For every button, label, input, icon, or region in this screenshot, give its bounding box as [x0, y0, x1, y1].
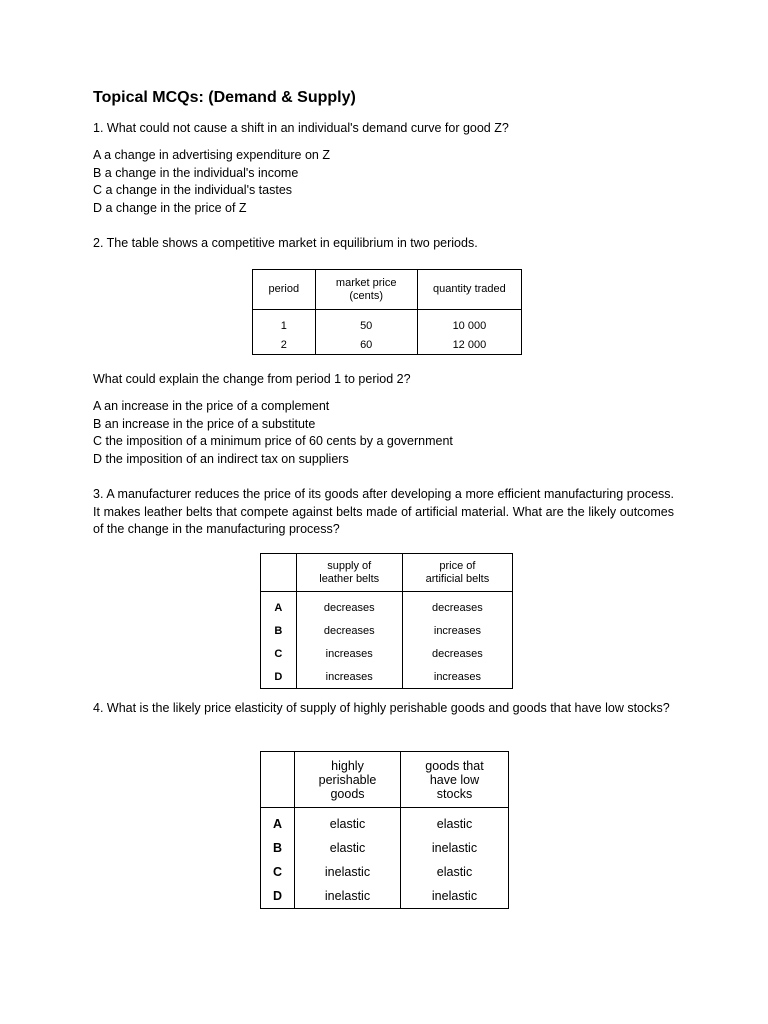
option-label: B: [261, 836, 295, 860]
option-label: B: [261, 619, 297, 642]
header-perishable-line3: goods: [330, 786, 365, 801]
table-row: [261, 665, 513, 689]
header-supply-line2: leather belts: [319, 572, 380, 585]
cell-low-stocks: elastic: [401, 860, 509, 884]
option-label: A: [261, 808, 295, 837]
table-row: [253, 310, 522, 337]
header-market-price: [315, 270, 417, 310]
option-label: A: [261, 592, 297, 620]
table-row: [261, 808, 509, 837]
q2-option-a: A an increase in the price of a complement: [93, 399, 330, 413]
cell-perishable: inelastic: [295, 884, 401, 909]
cell-price: 50: [315, 310, 417, 337]
q2-option-c: C the imposition of a minimum price of 60 cents by a government: [93, 434, 453, 448]
header-goods-low-stocks: [401, 752, 509, 808]
option-label: C: [261, 860, 295, 884]
cell-perishable: elastic: [295, 836, 401, 860]
cell-period: 2: [253, 336, 316, 355]
header-stocks-line2: have low: [429, 772, 480, 787]
header-supply-line1: supply of: [327, 559, 372, 572]
header-period: period: [253, 270, 316, 310]
cell-supply: increases: [296, 642, 402, 665]
leather-belts-table: [260, 553, 513, 689]
cell-low-stocks: inelastic: [401, 836, 509, 860]
header-stocks-line3: stocks: [436, 786, 473, 801]
q1-option-c: C a change in the individual's tastes: [93, 183, 293, 197]
cell-price: increases: [402, 619, 512, 642]
cell-supply: decreases: [296, 619, 402, 642]
header-price-line2: artificial belts: [425, 572, 490, 585]
cell-quantity: 10 000: [417, 310, 521, 337]
cell-price: decreases: [402, 592, 512, 620]
header-perishable-line1: highly: [331, 758, 364, 773]
market-equilibrium-table: [252, 269, 522, 355]
cell-price: decreases: [402, 642, 512, 665]
header-market-price-line1: market price: [335, 276, 397, 289]
q1-option-a: A a change in advertising expenditure on Z: [93, 148, 330, 162]
q1-option-d: D a change in the price of Z: [93, 200, 247, 215]
cell-price: increases: [402, 665, 512, 689]
option-label: C: [261, 642, 297, 665]
cell-quantity: 12 000: [417, 336, 521, 355]
header-price-line1: price of: [439, 559, 476, 572]
header-blank: [261, 752, 295, 808]
header-blank: [261, 554, 297, 592]
table-row: [261, 836, 509, 860]
table-row: [261, 884, 509, 909]
cell-supply: decreases: [296, 592, 402, 620]
header-market-price-line2: (cents): [349, 289, 383, 302]
table-row: [261, 860, 509, 884]
header-quantity-traded: quantity traded: [417, 270, 521, 310]
q1-option-b: B a change in the individual's income: [93, 165, 299, 180]
table-row: [261, 642, 513, 665]
header-highly-perishable-goods: [295, 752, 401, 808]
page-title: Topical MCQs: (Demand & Supply): [93, 89, 356, 106]
cell-perishable: elastic: [295, 808, 401, 837]
header-supply-leather-belts: [296, 554, 402, 592]
question-1-options: [93, 147, 330, 217]
table-row: [253, 336, 522, 355]
cell-price: 60: [315, 336, 417, 355]
header-price-artificial-belts: [402, 554, 512, 592]
cell-low-stocks: elastic: [401, 808, 509, 837]
elasticity-table: [260, 751, 509, 909]
question-4-text: 4. What is the likely price elasticity of supply of highly perishable goods and goods that have low stocks?: [93, 701, 670, 715]
cell-supply: increases: [296, 665, 402, 689]
option-label: D: [261, 884, 295, 909]
table-row: [261, 592, 513, 620]
question-1-text: 1. What could not cause a shift in an individual's demand curve for good Z?: [93, 121, 509, 135]
header-stocks-line1: goods that: [425, 758, 484, 773]
table-row: [261, 619, 513, 642]
question-2-text: 2. The table shows a competitive market in equilibrium in two periods.: [93, 236, 478, 250]
question-3-text: 3. A manufacturer reduces the price of its goods after developing a more efficient manufacturing process. It makes leather belts that compete against belts made of artificial material. What are the likely outcomes of the change in the manufacturing process?: [93, 487, 674, 536]
cell-perishable: inelastic: [295, 860, 401, 884]
q2-option-b: B an increase in the price of a substitute: [93, 416, 316, 431]
question-2-followup: What could explain the change from period 1 to period 2?: [93, 372, 411, 386]
cell-low-stocks: inelastic: [401, 884, 509, 909]
question-2-options: [93, 398, 453, 468]
q2-option-d: D the imposition of an indirect tax on suppliers: [93, 451, 349, 466]
cell-period: 1: [253, 310, 316, 337]
header-perishable-line2: perishable: [318, 772, 377, 787]
option-label: D: [261, 665, 297, 689]
